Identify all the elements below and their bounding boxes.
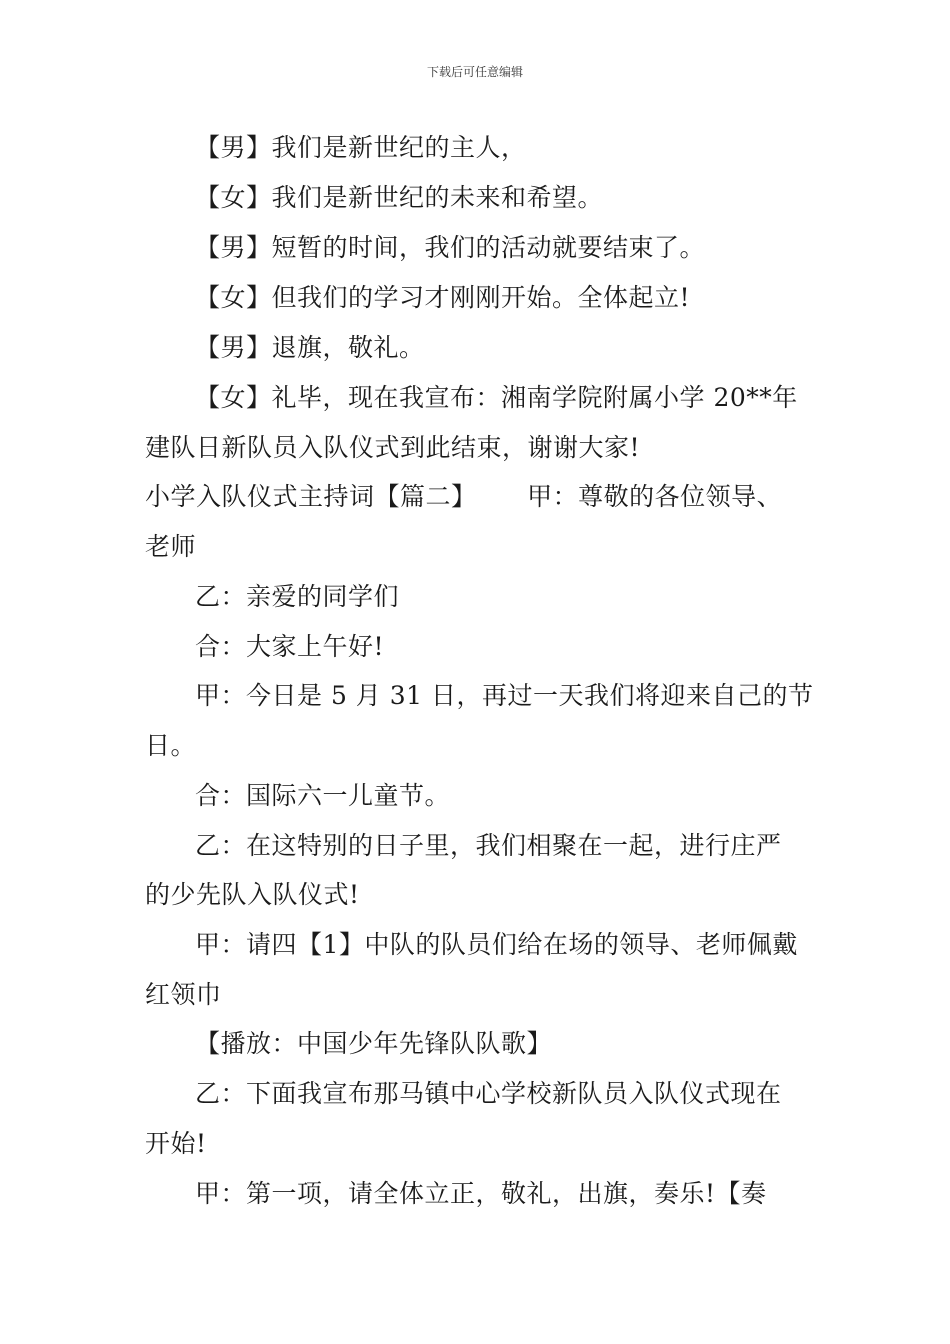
text-line: 合：大家上午好! — [195, 632, 385, 661]
text-line: 【男】退旗，敬礼。 — [195, 333, 425, 362]
text-line: 乙：在这特别的日子里，我们相聚在一起，进行庄严 — [195, 831, 782, 860]
text-line: 老师 — [145, 532, 197, 561]
section-heading-line: 小学入队仪式主持词【篇二】 甲：尊敬的各位领导、 — [145, 482, 783, 511]
text-line: 【女】我们是新世纪的未来和希望。 — [195, 183, 604, 212]
text-line: 甲：今日是 5 月 31 日，再过一天我们将迎来自己的节 — [195, 681, 814, 710]
text-line: 【女】但我们的学习才刚刚开始。全体起立! — [195, 283, 691, 312]
text-line: 开始! — [145, 1129, 207, 1158]
text-line: 甲：第一项，请全体立正，敬礼，出旗，奏乐!【奏 — [195, 1179, 767, 1208]
text-line: 甲：请四【1】中队的队员们给在场的领导、老师佩戴 — [195, 930, 798, 959]
text-line: 建队日新队员入队仪式到此结束，谢谢大家! — [145, 433, 641, 462]
text-line: 的少先队入队仪式! — [145, 880, 360, 909]
text-line: 乙：下面我宣布那马镇中心学校新队员入队仪式现在 — [195, 1079, 782, 1108]
text-line: 乙：亲爱的同学们 — [195, 582, 400, 611]
text-line: 【女】礼毕，现在我宣布：湘南学院附属小学 20**年 — [195, 383, 798, 412]
text-line: 合：国际六一儿童节。 — [195, 781, 451, 810]
text-line: 日。 — [145, 731, 197, 760]
text-line: 红领巾 — [145, 980, 222, 1009]
text-line: 【播放：中国少年先锋队队歌】 — [195, 1029, 553, 1058]
text-line: 【男】我们是新世纪的主人， — [195, 133, 527, 162]
page-header: 下载后可任意编辑 — [426, 65, 523, 79]
text-line: 【男】短暂的时间，我们的活动就要结束了。 — [195, 233, 706, 262]
